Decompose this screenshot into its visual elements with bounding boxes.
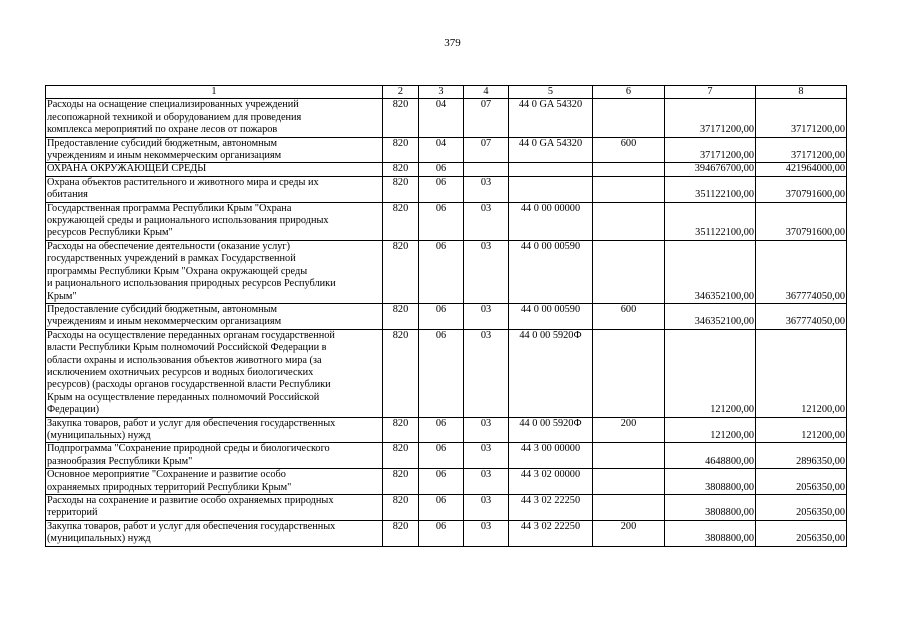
amount-year-1: 37171200,00 bbox=[665, 99, 756, 137]
column-header: 2 bbox=[383, 86, 419, 99]
subsection-code: 03 bbox=[464, 469, 509, 495]
description-line: Крым на осуществление переданных полномочий Российской bbox=[47, 391, 320, 403]
description-line: территорий bbox=[47, 507, 98, 519]
section-code: 04 bbox=[419, 137, 464, 163]
amount-year-1: 351122100,00 bbox=[665, 202, 756, 240]
table-row bbox=[46, 417, 847, 443]
expense-type-code bbox=[593, 163, 665, 176]
target-article-code: 44 3 00 00000 bbox=[509, 443, 593, 469]
row-description bbox=[46, 240, 383, 303]
expense-type-code bbox=[593, 99, 665, 137]
ministry-code: 820 bbox=[383, 99, 419, 137]
subsection-code: 03 bbox=[464, 240, 509, 303]
table-row bbox=[46, 163, 847, 176]
expense-type-code bbox=[593, 495, 665, 521]
expense-type-code bbox=[593, 176, 665, 202]
ministry-code: 820 bbox=[383, 469, 419, 495]
row-description bbox=[46, 163, 383, 176]
table-row bbox=[46, 469, 847, 495]
description-line: Расходы на оснащение специализированных учреждений bbox=[47, 99, 299, 111]
amount-year-1: 4648800,00 bbox=[665, 443, 756, 469]
expense-type-code: 600 bbox=[593, 303, 665, 329]
row-description bbox=[46, 303, 383, 329]
amount-year-2: 2056350,00 bbox=[756, 495, 847, 521]
target-article-code: 44 3 02 00000 bbox=[509, 469, 593, 495]
subsection-code: 03 bbox=[464, 176, 509, 202]
amount-year-2: 370791600,00 bbox=[756, 202, 847, 240]
subsection-code: 03 bbox=[464, 417, 509, 443]
amount-year-2: 2056350,00 bbox=[756, 520, 847, 546]
subsection-code: 03 bbox=[464, 443, 509, 469]
expense-type-code bbox=[593, 240, 665, 303]
ministry-code: 820 bbox=[383, 202, 419, 240]
subsection-code bbox=[464, 163, 509, 176]
ministry-code: 820 bbox=[383, 417, 419, 443]
description-line: Крым" bbox=[47, 290, 77, 302]
section-code: 06 bbox=[419, 163, 464, 176]
ministry-code: 820 bbox=[383, 137, 419, 163]
section-code: 04 bbox=[419, 99, 464, 137]
subsection-code: 07 bbox=[464, 137, 509, 163]
expense-type-code bbox=[593, 329, 665, 417]
row-description bbox=[46, 137, 383, 163]
description-line: Закупка товаров, работ и услуг для обеспечения государственных bbox=[47, 520, 336, 532]
row-description bbox=[46, 176, 383, 202]
description-line: Предоставление субсидий бюджетным, автономным bbox=[47, 303, 278, 315]
target-article-code: 44 0 00 00590 bbox=[509, 240, 593, 303]
ministry-code: 820 bbox=[383, 443, 419, 469]
subsection-code: 03 bbox=[464, 202, 509, 240]
column-header: 4 bbox=[464, 86, 509, 99]
target-article-code: 44 3 02 22250 bbox=[509, 495, 593, 521]
table-row bbox=[46, 137, 847, 163]
target-article-code: 44 0 00 00590 bbox=[509, 303, 593, 329]
row-description bbox=[46, 469, 383, 495]
description-line: окружающей среды и рационального использования природных bbox=[47, 215, 329, 227]
amount-year-1: 3808800,00 bbox=[665, 520, 756, 546]
description-line: Охрана объектов растительного и животного мира и среды их bbox=[47, 176, 319, 188]
section-code: 06 bbox=[419, 240, 464, 303]
column-header: 5 bbox=[509, 86, 593, 99]
description-line: обитания bbox=[47, 189, 88, 201]
description-line: исключением охотничьих ресурсов и водных биологических bbox=[47, 366, 314, 378]
subsection-code: 03 bbox=[464, 303, 509, 329]
description-line: разнообразия Республики Крым" bbox=[47, 455, 193, 467]
description-line: государственных учреждений в рамках Государственной bbox=[47, 253, 296, 265]
amount-year-2: 367774050,00 bbox=[756, 303, 847, 329]
description-line: программы Республики Крым "Охрана окружающей среды bbox=[47, 265, 308, 277]
description-line: Расходы на обеспечение деятельности (оказание услуг) bbox=[47, 240, 291, 252]
subsection-code: 07 bbox=[464, 99, 509, 137]
expense-type-code bbox=[593, 202, 665, 240]
amount-year-1: 121200,00 bbox=[665, 329, 756, 417]
description-line: ОХРАНА ОКРУЖАЮЩЕЙ СРЕДЫ bbox=[47, 163, 207, 175]
subsection-code: 03 bbox=[464, 520, 509, 546]
ministry-code: 820 bbox=[383, 176, 419, 202]
table-row bbox=[46, 443, 847, 469]
row-description bbox=[46, 520, 383, 546]
expense-type-code: 200 bbox=[593, 417, 665, 443]
amount-year-2: 367774050,00 bbox=[756, 240, 847, 303]
table-header-row bbox=[46, 86, 847, 99]
section-code: 06 bbox=[419, 520, 464, 546]
amount-year-1: 346352100,00 bbox=[665, 240, 756, 303]
column-header: 1 bbox=[46, 86, 383, 99]
ministry-code: 820 bbox=[383, 520, 419, 546]
description-line: Расходы на сохранение и развитие особо охраняемых природных bbox=[47, 495, 334, 506]
description-line: ресурсов) (расходы органов государственной власти Республики bbox=[47, 379, 331, 391]
table-row bbox=[46, 202, 847, 240]
target-article-code bbox=[509, 176, 593, 202]
description-line: Предоставление субсидий бюджетным, автономным bbox=[47, 137, 278, 149]
amount-year-1: 37171200,00 bbox=[665, 137, 756, 163]
subsection-code: 03 bbox=[464, 495, 509, 521]
column-header: 7 bbox=[665, 86, 756, 99]
section-code: 06 bbox=[419, 443, 464, 469]
description-line: комплекса мероприятий по охране лесов от пожаров bbox=[47, 124, 278, 136]
target-article-code: 44 0 00 5920Ф bbox=[509, 329, 593, 417]
row-description bbox=[46, 495, 383, 521]
row-description bbox=[46, 99, 383, 137]
row-description bbox=[46, 417, 383, 443]
section-code: 06 bbox=[419, 202, 464, 240]
amount-year-2: 421964000,00 bbox=[756, 163, 847, 176]
table-row bbox=[46, 303, 847, 329]
ministry-code: 820 bbox=[383, 240, 419, 303]
table-row bbox=[46, 520, 847, 546]
description-line: власти Республики Крым полномочий Российской Федерации в bbox=[47, 342, 327, 354]
description-line: учреждениям и иным некоммерческим организациям bbox=[47, 150, 282, 162]
section-code: 06 bbox=[419, 495, 464, 521]
description-line: лесопожарной техникой и оборудованием для проведения bbox=[47, 111, 302, 123]
column-header: 6 bbox=[593, 86, 665, 99]
section-code: 06 bbox=[419, 303, 464, 329]
amount-year-2: 37171200,00 bbox=[756, 137, 847, 163]
ministry-code: 820 bbox=[383, 329, 419, 417]
table-row bbox=[46, 495, 847, 521]
amount-year-2: 121200,00 bbox=[756, 329, 847, 417]
table-row bbox=[46, 176, 847, 202]
amount-year-1: 121200,00 bbox=[665, 417, 756, 443]
target-article-code: 44 0 00 00000 bbox=[509, 202, 593, 240]
expense-type-code: 600 bbox=[593, 137, 665, 163]
table-row bbox=[46, 240, 847, 303]
description-line: Основное мероприятие "Сохранение и развитие особо bbox=[47, 469, 286, 481]
target-article-code: 44 0 GA 54320 bbox=[509, 99, 593, 137]
column-header: 3 bbox=[419, 86, 464, 99]
section-code: 06 bbox=[419, 329, 464, 417]
budget-table bbox=[45, 85, 847, 547]
ministry-code: 820 bbox=[383, 163, 419, 176]
ministry-code: 820 bbox=[383, 495, 419, 521]
amount-year-1: 3808800,00 bbox=[665, 495, 756, 521]
description-line: Расходы на осуществление переданных органам государственной bbox=[47, 329, 335, 341]
expense-type-code bbox=[593, 469, 665, 495]
description-line: Федерации) bbox=[47, 404, 100, 416]
description-line: охраняемых природных территорий Республики Крым" bbox=[47, 481, 292, 493]
expense-type-code bbox=[593, 443, 665, 469]
amount-year-1: 346352100,00 bbox=[665, 303, 756, 329]
subsection-code: 03 bbox=[464, 329, 509, 417]
description-line: области охраны и использования объектов животного мира (за bbox=[47, 354, 322, 366]
description-line: (муниципальных) нужд bbox=[47, 429, 151, 441]
amount-year-2: 121200,00 bbox=[756, 417, 847, 443]
description-line: учреждениям и иным некоммерческим организациям bbox=[47, 316, 282, 328]
amount-year-2: 2056350,00 bbox=[756, 469, 847, 495]
description-line: и рационального использования природных ресурсов Республики bbox=[47, 278, 336, 290]
section-code: 06 bbox=[419, 469, 464, 495]
amount-year-1: 3808800,00 bbox=[665, 469, 756, 495]
description-line: Подпрограмма "Сохранение природной среды и биологического bbox=[47, 443, 330, 455]
row-description bbox=[46, 443, 383, 469]
description-line: (муниципальных) нужд bbox=[47, 533, 151, 545]
table-row bbox=[46, 99, 847, 137]
amount-year-1: 351122100,00 bbox=[665, 176, 756, 202]
description-line: ресурсов Республики Крым" bbox=[47, 227, 173, 239]
amount-year-2: 37171200,00 bbox=[756, 99, 847, 137]
description-line: Закупка товаров, работ и услуг для обеспечения государственных bbox=[47, 417, 336, 429]
target-article-code: 44 0 GA 54320 bbox=[509, 137, 593, 163]
target-article-code bbox=[509, 163, 593, 176]
page-number: 379 bbox=[444, 37, 461, 49]
row-description bbox=[46, 329, 383, 417]
section-code: 06 bbox=[419, 176, 464, 202]
target-article-code: 44 3 02 22250 bbox=[509, 520, 593, 546]
amount-year-2: 2896350,00 bbox=[756, 443, 847, 469]
table-row bbox=[46, 329, 847, 417]
expense-type-code: 200 bbox=[593, 520, 665, 546]
description-line: Государственная программа Республики Крым "Охрана bbox=[47, 202, 292, 214]
row-description bbox=[46, 202, 383, 240]
amount-year-1: 394676700,00 bbox=[665, 163, 756, 176]
ministry-code: 820 bbox=[383, 303, 419, 329]
target-article-code: 44 0 00 5920Ф bbox=[509, 417, 593, 443]
amount-year-2: 370791600,00 bbox=[756, 176, 847, 202]
section-code: 06 bbox=[419, 417, 464, 443]
column-header: 8 bbox=[756, 86, 847, 99]
